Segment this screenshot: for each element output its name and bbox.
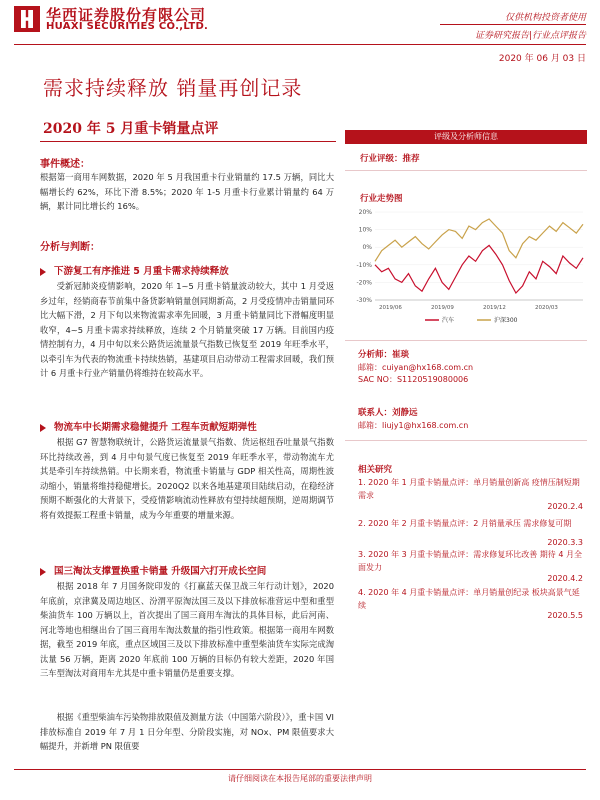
sidebar-header-bar: 评级及分析师信息 xyxy=(345,130,587,144)
summary-text: 根据第一商用车网数据，2020 年 5 月我国重卡行业销量约 17.5 万辆，同比大幅增长约 62%，环比下滑 8.5%；2020 年 1-5 月重卡行业累计销量约 64 万辆，累计同比增长约 16%。 xyxy=(40,172,334,211)
report-date: 2020 年 06 月 03 日 xyxy=(498,54,586,64)
header-divider xyxy=(14,44,586,45)
contact-name: 联系人：刘静远 xyxy=(358,408,418,418)
point-2-title: 物流车中长期需求稳健提升 工程车贡献短期弹性 xyxy=(40,419,257,433)
related-item-date: 2020.4.2 xyxy=(547,574,583,583)
x-tick-label: 2019/09 xyxy=(431,305,454,311)
y-tick-label: 0% xyxy=(362,244,372,252)
header-divider-top xyxy=(440,24,586,25)
related-item[interactable]: 2. 2020 年 2 月重卡销量点评：2 月销量承压 需求修复可期 xyxy=(358,519,572,528)
arrow-icon xyxy=(40,424,46,432)
page-title: 需求持续释放 销量再创记录 xyxy=(43,76,303,100)
y-tick-label: 20% xyxy=(358,209,372,216)
analyst-name: 分析师：崔琰 xyxy=(358,350,410,360)
related-item-date: 2020.5.5 xyxy=(547,611,583,620)
trend-chart-label: 行业走势图 xyxy=(360,194,403,204)
analyst-sac: SAC NO：S1120519080006 xyxy=(358,375,469,384)
related-item-date: 2020.2.4 xyxy=(547,502,583,511)
tail-text: 根据《重型柴油车污染物排放限值及测量方法（中国第六阶段）》，重卡国 VI 排放标准自 2019 年 7 月 1 日分年型、分阶段实施，对 NOx、PM 限值要求大幅提升，并新增 PN 限值要 xyxy=(40,712,334,751)
related-item[interactable]: 3. 2020 年 3 月重卡销量点评：需求修复环比改善 期待 4 月全面发力 xyxy=(358,550,582,572)
company-name-en: HUAXI SECURITIES CO.,LTD. xyxy=(46,21,209,32)
y-tick-label: 10% xyxy=(358,226,372,234)
related-item[interactable]: 1. 2020 年 1 月重卡销量点评：单月销量创新高 疫情压制短期需求 xyxy=(358,478,580,500)
point-3-title: 国三淘汰支撑置换重卡销量 升级国六打开成长空间 xyxy=(40,563,266,577)
page-subtitle: 2020 年 5 月重卡销量点评 xyxy=(43,121,219,137)
point-3-text: 根据 2018 年 7 月国务院印发的《打赢蓝天保卫战三年行动计划》，2020 年底前，京津冀及周边地区、汾渭平原淘汰国三及以下排放标准营运中型和重型柴油货车 100 万辆以上，首次提出了国三商用车淘汰的具体目标，此后河南、河北等地也相继出台了国三商用车淘汰数量的指引性政策。根据第一商用车网数据，截至 2019 年底，重点区域国三及以下排放标准中重型柴油货车实际完成淘汰量 56 万辆，距离 2020 年底前 100 万辆的目标仍有较大差距，2020 年国三车型淘汰对商用车尤其是中重卡销量仍是重要支撑。 xyxy=(40,581,334,678)
x-tick-label: 2020/03 xyxy=(535,305,558,311)
analysis-heading: 分析与判断： xyxy=(40,242,100,253)
report-type: 证券研究报告|行业点评报告 xyxy=(474,31,586,41)
sidebar-divider xyxy=(345,170,587,171)
y-tick-label: -20% xyxy=(356,279,372,287)
industry-rating: 行业评级：推荐 xyxy=(360,154,420,164)
y-tick-label: -30% xyxy=(356,297,372,304)
company-logo xyxy=(14,6,40,32)
related-item-date: 2020.3.3 xyxy=(547,538,583,547)
analyst-email: 邮箱：cuiyan@hx168.com.cn xyxy=(358,363,474,372)
arrow-icon xyxy=(40,568,46,576)
x-tick-label: 2019/06 xyxy=(379,305,402,311)
x-tick-label: 2019/12 xyxy=(483,305,506,311)
related-heading: 相关研究 xyxy=(358,465,393,475)
series-line-auto xyxy=(375,245,583,293)
point-2-text: 根据 G7 智慧物联统计，公路货运流量景气指数、货运枢纽吞吐量景气指数环比持续改善，到 4 月中旬景气度已恢复至 2019 年旺季水平，带动物流车尤其是牵引车持续热销。中长期来看，物流重卡销量与 GDP 相关性高，周期性波动缩小，销量将维持稳健增长。2020Q2 以来各地基建项目陆续启动，在稳经济预期不断强化的大背景下，受疫情影响流动性释放有望持续超预期，逆周期调节将有效提振工程重卡销量，成为今年重要的增量来源。 xyxy=(40,437,334,520)
sidebar-divider xyxy=(345,340,587,341)
subtitle-divider xyxy=(40,141,336,142)
trend-chart xyxy=(345,204,590,334)
legend-label: 沪深300 xyxy=(494,317,518,324)
footer-divider xyxy=(14,769,586,770)
point-1-text: 受新冠肺炎疫情影响，2020 年 1~5 月重卡销量波动较大，其中 1 月受返乡过年，经销商春节前集中备货影响销量创同期新高，2 月受疫情冲击销量同环比大幅下滑，2 月下旬以来物流需求率先回暖，3 月重卡销量同比下滑幅度明显收窄，4~5 月重卡需求持续释放，连续 2 个月销量突破 17 万辆。目前国内疫情控制有力，4 月中旬以来公路货运流量景气指数已恢复至 2019 年旺季水平，以牵引车为代表的物流重卡持续热销，基建项目启动带动工程需求回暖，我们预计 6 月重卡行业产销量仍将维持在较高水平。 xyxy=(40,281,334,378)
related-item[interactable]: 4. 2020 年 4 月重卡销量点评：单月销量创纪录 板块高景气延续 xyxy=(358,588,580,610)
legal-notice[interactable]: 请仔细阅读在本报告尾部的重要法律声明 xyxy=(228,774,372,783)
point-1-title: 下游复工有序推进 5 月重卡需求持续释放 xyxy=(40,263,229,277)
y-tick-label: -10% xyxy=(356,261,372,269)
contact-email: 邮箱：liujy1@hx168.com.cn xyxy=(358,421,469,430)
audience-tagline: 仅供机构投资者使用 xyxy=(504,13,586,23)
arrow-icon xyxy=(40,268,46,276)
legend-label: 汽车 xyxy=(442,317,455,324)
sidebar-divider xyxy=(345,440,587,441)
company-name-cn: 华西证券股份有限公司 xyxy=(46,6,207,24)
summary-heading: 事件概述： xyxy=(40,159,90,170)
